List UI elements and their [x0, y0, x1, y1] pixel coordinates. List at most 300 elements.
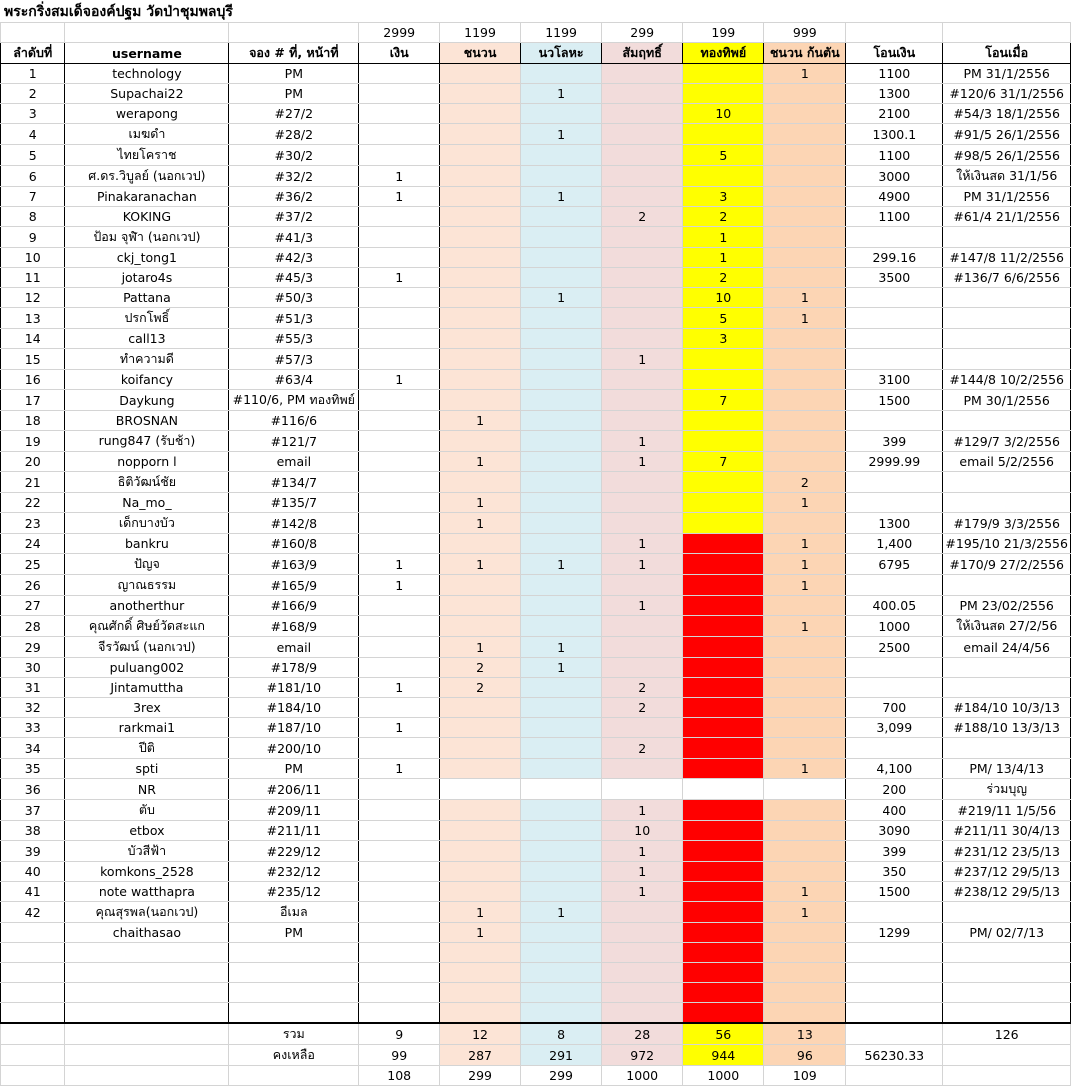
col-transfer-date[interactable]: PM 31/1/2556: [943, 64, 1071, 84]
col-booking[interactable]: #229/12: [229, 841, 359, 862]
col-chanuan[interactable]: [440, 187, 521, 207]
col-chanuan-kontan[interactable]: 1: [764, 882, 846, 902]
col-nawaloha[interactable]: [521, 698, 602, 718]
col-chanuan-kontan[interactable]: [764, 779, 846, 800]
col-cash[interactable]: 1: [359, 187, 440, 207]
col-chanuan[interactable]: 1: [440, 513, 521, 534]
col-booking[interactable]: #200/10: [229, 738, 359, 759]
col-transfer[interactable]: [846, 308, 943, 329]
col-samrit[interactable]: [602, 166, 683, 187]
col-chanuan[interactable]: [440, 308, 521, 329]
col-cash[interactable]: [359, 862, 440, 882]
col-booking[interactable]: email: [229, 637, 359, 658]
col-thongthip[interactable]: 1: [683, 248, 764, 268]
col-booking[interactable]: #45/3: [229, 268, 359, 288]
col-thongthip[interactable]: [683, 943, 764, 963]
col-transfer[interactable]: [846, 678, 943, 698]
col-booking[interactable]: #206/11: [229, 779, 359, 800]
col-transfer-date[interactable]: [943, 983, 1071, 1003]
col-cash[interactable]: 1: [359, 554, 440, 575]
header-col-samrit[interactable]: สัมฤทธิ์: [602, 43, 683, 64]
col-chanuan[interactable]: 1: [440, 452, 521, 472]
blank-cell[interactable]: [65, 1045, 229, 1066]
col-booking[interactable]: #36/2: [229, 187, 359, 207]
col-chanuan[interactable]: [440, 779, 521, 800]
col-nawaloha[interactable]: [521, 779, 602, 800]
col-nawaloha[interactable]: [521, 268, 602, 288]
col-chanuan-kontan[interactable]: 1: [764, 554, 846, 575]
col-cash[interactable]: [359, 800, 440, 821]
col-cash[interactable]: 1: [359, 268, 440, 288]
col-samrit[interactable]: [602, 104, 683, 124]
col-booking[interactable]: #28/2: [229, 124, 359, 145]
col-cash[interactable]: 1: [359, 370, 440, 390]
col-chanuan[interactable]: [440, 166, 521, 187]
col-transfer-date[interactable]: [943, 493, 1071, 513]
col-username[interactable]: ไทยโคราช: [65, 145, 229, 166]
col-transfer-date[interactable]: PM 23/02/2556: [943, 596, 1071, 616]
col-booking[interactable]: PM: [229, 759, 359, 779]
col-chanuan-kontan[interactable]: 1: [764, 308, 846, 329]
col-cash[interactable]: 1: [359, 678, 440, 698]
col-chanuan-kontan[interactable]: [764, 411, 846, 431]
col-thongthip[interactable]: [683, 963, 764, 983]
col-booking[interactable]: #57/3: [229, 349, 359, 370]
col-username[interactable]: Jintamuttha: [65, 678, 229, 698]
col-samrit[interactable]: 1: [602, 882, 683, 902]
col-thongthip[interactable]: [683, 779, 764, 800]
col-cash[interactable]: [359, 452, 440, 472]
col-thongthip[interactable]: [683, 472, 764, 493]
col-nawaloha[interactable]: 1: [521, 637, 602, 658]
col-booking[interactable]: #209/11: [229, 800, 359, 821]
col-chanuan-kontan[interactable]: [764, 596, 846, 616]
col-chanuan[interactable]: [440, 862, 521, 882]
blank-cell[interactable]: [1, 1066, 65, 1086]
col-transfer[interactable]: 2100: [846, 104, 943, 124]
sum-col-samrit[interactable]: 28: [602, 1023, 683, 1045]
col-thongthip[interactable]: [683, 124, 764, 145]
col-samrit[interactable]: 2: [602, 698, 683, 718]
col-index[interactable]: 32: [1, 698, 65, 718]
col-chanuan[interactable]: 1: [440, 923, 521, 943]
col-username[interactable]: เด็กบางบัว: [65, 513, 229, 534]
col-thongthip[interactable]: [683, 862, 764, 882]
col-thongthip[interactable]: [683, 534, 764, 554]
price-cell[interactable]: [229, 23, 359, 43]
header-col-thongthip[interactable]: ทองทิพย์: [683, 43, 764, 64]
col-cash[interactable]: [359, 882, 440, 902]
col-chanuan[interactable]: [440, 227, 521, 248]
col-thongthip[interactable]: [683, 923, 764, 943]
col-samrit[interactable]: 1: [602, 349, 683, 370]
col-index[interactable]: 3: [1, 104, 65, 124]
col-samrit[interactable]: 1: [602, 862, 683, 882]
col-nawaloha[interactable]: 1: [521, 288, 602, 308]
col-transfer-date[interactable]: [943, 1003, 1071, 1024]
col-chanuan-kontan[interactable]: [764, 84, 846, 104]
col-nawaloha[interactable]: 1: [521, 124, 602, 145]
col-booking[interactable]: PM: [229, 923, 359, 943]
col-nawaloha[interactable]: [521, 349, 602, 370]
col-chanuan[interactable]: [440, 963, 521, 983]
header-col-transfer[interactable]: โอนเงิน: [846, 43, 943, 64]
col-cash[interactable]: [359, 513, 440, 534]
col-username[interactable]: Na_mo_: [65, 493, 229, 513]
col-transfer-date[interactable]: [943, 227, 1071, 248]
col-thongthip[interactable]: 5: [683, 308, 764, 329]
col-samrit[interactable]: [602, 779, 683, 800]
col-index[interactable]: 10: [1, 248, 65, 268]
col-username[interactable]: NR: [65, 779, 229, 800]
col-nawaloha[interactable]: [521, 1003, 602, 1024]
col-index[interactable]: 23: [1, 513, 65, 534]
col-username[interactable]: spti: [65, 759, 229, 779]
col-chanuan[interactable]: [440, 207, 521, 227]
col-samrit[interactable]: [602, 902, 683, 923]
col-username[interactable]: ปัญจ: [65, 554, 229, 575]
col-booking[interactable]: #160/8: [229, 534, 359, 554]
col-chanuan[interactable]: [440, 759, 521, 779]
col-chanuan-kontan[interactable]: [764, 104, 846, 124]
col-nawaloha[interactable]: [521, 616, 602, 637]
col-transfer[interactable]: [846, 411, 943, 431]
col-transfer[interactable]: [846, 963, 943, 983]
col-chanuan-kontan[interactable]: [764, 145, 846, 166]
remaining-col-cash[interactable]: 99: [359, 1045, 440, 1066]
col-cash[interactable]: [359, 738, 440, 759]
col-cash[interactable]: [359, 104, 440, 124]
col-transfer[interactable]: 1300.1: [846, 124, 943, 145]
col-chanuan-kontan[interactable]: [764, 124, 846, 145]
sum-label[interactable]: รวม: [229, 1023, 359, 1045]
col-transfer-date[interactable]: [943, 575, 1071, 596]
col-nawaloha[interactable]: [521, 370, 602, 390]
col-transfer-date[interactable]: #54/3 18/1/2556: [943, 104, 1071, 124]
col-samrit[interactable]: 2: [602, 678, 683, 698]
col-booking[interactable]: #187/10: [229, 718, 359, 738]
col-nawaloha[interactable]: [521, 104, 602, 124]
sum-col-chanuan-kontan[interactable]: 13: [764, 1023, 846, 1045]
col-nawaloha[interactable]: [521, 759, 602, 779]
col-index[interactable]: 27: [1, 596, 65, 616]
col-samrit[interactable]: [602, 616, 683, 637]
col-chanuan-kontan[interactable]: [764, 390, 846, 411]
col-transfer-date[interactable]: [943, 349, 1071, 370]
col-index[interactable]: 19: [1, 431, 65, 452]
col-cash[interactable]: [359, 64, 440, 84]
col-booking[interactable]: PM: [229, 84, 359, 104]
col-chanuan-kontan[interactable]: [764, 513, 846, 534]
col-nawaloha[interactable]: [521, 227, 602, 248]
col-index[interactable]: 8: [1, 207, 65, 227]
col-thongthip[interactable]: [683, 411, 764, 431]
col-username[interactable]: คุณศักดิ์ ศิษย์วัดสะแก: [65, 616, 229, 637]
col-chanuan[interactable]: [440, 841, 521, 862]
col-samrit[interactable]: [602, 370, 683, 390]
col-transfer-date[interactable]: [943, 329, 1071, 349]
col-thongthip[interactable]: [683, 616, 764, 637]
col-transfer[interactable]: 4900: [846, 187, 943, 207]
col-index[interactable]: 6: [1, 166, 65, 187]
col-transfer-date[interactable]: [943, 738, 1071, 759]
col-username[interactable]: 3rex: [65, 698, 229, 718]
blank-cell[interactable]: [65, 1066, 229, 1086]
blank-cell[interactable]: [1, 1023, 65, 1045]
col-username[interactable]: ทำความดี: [65, 349, 229, 370]
col-chanuan-kontan[interactable]: 1: [764, 493, 846, 513]
col-transfer[interactable]: 399: [846, 431, 943, 452]
col-index[interactable]: 20: [1, 452, 65, 472]
price-cell[interactable]: [65, 23, 229, 43]
col-chanuan-kontan[interactable]: [764, 268, 846, 288]
col-transfer[interactable]: [846, 493, 943, 513]
col-booking[interactable]: #27/2: [229, 104, 359, 124]
col-index[interactable]: 4: [1, 124, 65, 145]
col-samrit[interactable]: [602, 268, 683, 288]
col-samrit[interactable]: [602, 248, 683, 268]
col-samrit[interactable]: 1: [602, 534, 683, 554]
col-chanuan[interactable]: [440, 596, 521, 616]
col-cash[interactable]: [359, 308, 440, 329]
sum-extra[interactable]: 126: [943, 1023, 1071, 1045]
col-thongthip[interactable]: [683, 64, 764, 84]
col-transfer[interactable]: 200: [846, 779, 943, 800]
blank-cell[interactable]: [943, 1045, 1071, 1066]
col-cash[interactable]: 1: [359, 718, 440, 738]
col-transfer[interactable]: [846, 349, 943, 370]
col-chanuan-kontan[interactable]: [764, 452, 846, 472]
col-username[interactable]: ป้อม จุฬำ (นอกเวป): [65, 227, 229, 248]
col-chanuan-kontan[interactable]: [764, 698, 846, 718]
col-booking[interactable]: #51/3: [229, 308, 359, 329]
col-cash[interactable]: [359, 902, 440, 923]
col-chanuan-kontan[interactable]: [764, 658, 846, 678]
blank-cell[interactable]: [943, 1066, 1071, 1086]
col-index[interactable]: [1, 983, 65, 1003]
stock-col-samrit[interactable]: 1000: [602, 1066, 683, 1086]
col-chanuan-kontan[interactable]: [764, 370, 846, 390]
col-nawaloha[interactable]: [521, 493, 602, 513]
col-chanuan[interactable]: [440, 800, 521, 821]
col-transfer-date[interactable]: #91/5 26/1/2556: [943, 124, 1071, 145]
col-nawaloha[interactable]: [521, 308, 602, 329]
col-samrit[interactable]: [602, 718, 683, 738]
col-chanuan-kontan[interactable]: [764, 983, 846, 1003]
col-chanuan[interactable]: 1: [440, 637, 521, 658]
col-chanuan-kontan[interactable]: 1: [764, 616, 846, 637]
col-chanuan[interactable]: [440, 738, 521, 759]
col-thongthip[interactable]: [683, 554, 764, 575]
col-index[interactable]: 28: [1, 616, 65, 637]
col-chanuan-kontan[interactable]: [764, 943, 846, 963]
col-chanuan[interactable]: [440, 431, 521, 452]
col-chanuan[interactable]: [440, 288, 521, 308]
col-chanuan-kontan[interactable]: [764, 349, 846, 370]
col-transfer[interactable]: 2500: [846, 637, 943, 658]
col-chanuan-kontan[interactable]: [764, 923, 846, 943]
col-chanuan[interactable]: [440, 124, 521, 145]
col-index[interactable]: 11: [1, 268, 65, 288]
col-transfer[interactable]: [846, 902, 943, 923]
col-transfer[interactable]: 350: [846, 862, 943, 882]
col-index[interactable]: 41: [1, 882, 65, 902]
blank-cell[interactable]: [229, 1066, 359, 1086]
col-nawaloha[interactable]: [521, 821, 602, 841]
col-transfer[interactable]: 1299: [846, 923, 943, 943]
col-username[interactable]: call13: [65, 329, 229, 349]
col-chanuan[interactable]: [440, 248, 521, 268]
col-username[interactable]: ตับ: [65, 800, 229, 821]
col-transfer-date[interactable]: #211/11 30/4/13: [943, 821, 1071, 841]
col-username[interactable]: KOKING: [65, 207, 229, 227]
sum-col-nawaloha[interactable]: 8: [521, 1023, 602, 1045]
col-transfer-date[interactable]: #129/7 3/2/2556: [943, 431, 1071, 452]
col-transfer-date[interactable]: #188/10 13/3/13: [943, 718, 1071, 738]
col-nawaloha[interactable]: [521, 207, 602, 227]
col-nawaloha[interactable]: [521, 513, 602, 534]
col-booking[interactable]: #184/10: [229, 698, 359, 718]
col-chanuan[interactable]: 1: [440, 493, 521, 513]
col-transfer-date[interactable]: [943, 308, 1071, 329]
col-nawaloha[interactable]: [521, 738, 602, 759]
col-cash[interactable]: 1: [359, 575, 440, 596]
col-index[interactable]: 29: [1, 637, 65, 658]
col-thongthip[interactable]: 5: [683, 145, 764, 166]
col-thongthip[interactable]: 10: [683, 104, 764, 124]
col-transfer[interactable]: 3090: [846, 821, 943, 841]
col-nawaloha[interactable]: [521, 390, 602, 411]
col-username[interactable]: Supachai22: [65, 84, 229, 104]
stock-col-chanuan[interactable]: 299: [440, 1066, 521, 1086]
price-cell[interactable]: 1199: [521, 23, 602, 43]
price-cell[interactable]: 199: [683, 23, 764, 43]
col-chanuan-kontan[interactable]: [764, 166, 846, 187]
col-username[interactable]: [65, 943, 229, 963]
col-chanuan[interactable]: 1: [440, 902, 521, 923]
col-username[interactable]: ckj_tong1: [65, 248, 229, 268]
col-cash[interactable]: [359, 431, 440, 452]
col-cash[interactable]: [359, 248, 440, 268]
col-cash[interactable]: 1: [359, 759, 440, 779]
col-username[interactable]: Pattana: [65, 288, 229, 308]
col-samrit[interactable]: [602, 637, 683, 658]
col-booking[interactable]: #30/2: [229, 145, 359, 166]
col-username[interactable]: note watthapra: [65, 882, 229, 902]
header-col-nawaloha[interactable]: นวโลหะ: [521, 43, 602, 64]
col-index[interactable]: [1, 923, 65, 943]
col-transfer[interactable]: 1100: [846, 145, 943, 166]
col-chanuan-kontan[interactable]: [764, 431, 846, 452]
col-transfer[interactable]: 3100: [846, 370, 943, 390]
col-booking[interactable]: #32/2: [229, 166, 359, 187]
col-transfer[interactable]: [846, 472, 943, 493]
col-samrit[interactable]: [602, 187, 683, 207]
col-index[interactable]: 33: [1, 718, 65, 738]
col-transfer-date[interactable]: [943, 963, 1071, 983]
col-samrit[interactable]: [602, 923, 683, 943]
col-booking[interactable]: #121/7: [229, 431, 359, 452]
col-transfer-date[interactable]: #219/11 1/5/56: [943, 800, 1071, 821]
col-chanuan[interactable]: [440, 983, 521, 1003]
col-chanuan-kontan[interactable]: 1: [764, 902, 846, 923]
col-booking[interactable]: #55/3: [229, 329, 359, 349]
col-thongthip[interactable]: [683, 166, 764, 187]
col-chanuan[interactable]: [440, 472, 521, 493]
col-cash[interactable]: [359, 84, 440, 104]
col-nawaloha[interactable]: [521, 472, 602, 493]
col-samrit[interactable]: 1: [602, 800, 683, 821]
col-index[interactable]: 26: [1, 575, 65, 596]
col-transfer-date[interactable]: #184/10 10/3/13: [943, 698, 1071, 718]
header-col-transfer-date[interactable]: โอนเมื่อ: [943, 43, 1071, 64]
col-booking[interactable]: #165/9: [229, 575, 359, 596]
col-transfer-date[interactable]: email 5/2/2556: [943, 452, 1071, 472]
col-username[interactable]: puluang002: [65, 658, 229, 678]
col-thongthip[interactable]: [683, 84, 764, 104]
col-transfer[interactable]: [846, 227, 943, 248]
col-chanuan[interactable]: [440, 329, 521, 349]
col-transfer[interactable]: 3,099: [846, 718, 943, 738]
col-transfer[interactable]: 1300: [846, 84, 943, 104]
col-transfer-date[interactable]: #231/12 23/5/13: [943, 841, 1071, 862]
col-booking[interactable]: #142/8: [229, 513, 359, 534]
col-index[interactable]: 7: [1, 187, 65, 207]
col-chanuan[interactable]: [440, 104, 521, 124]
col-cash[interactable]: [359, 963, 440, 983]
col-samrit[interactable]: [602, 288, 683, 308]
col-chanuan-kontan[interactable]: [764, 187, 846, 207]
col-username[interactable]: คุณสุรพล(นอกเวป): [65, 902, 229, 923]
col-index[interactable]: 40: [1, 862, 65, 882]
col-transfer-date[interactable]: ร่วมบุญ: [943, 779, 1071, 800]
col-chanuan-kontan[interactable]: [764, 1003, 846, 1024]
col-transfer-date[interactable]: #61/4 21/1/2556: [943, 207, 1071, 227]
col-cash[interactable]: [359, 983, 440, 1003]
col-cash[interactable]: [359, 923, 440, 943]
col-username[interactable]: ปีติ: [65, 738, 229, 759]
col-transfer[interactable]: 3500: [846, 268, 943, 288]
col-booking[interactable]: #166/9: [229, 596, 359, 616]
col-transfer-date[interactable]: #238/12 29/5/13: [943, 882, 1071, 902]
col-thongthip[interactable]: [683, 349, 764, 370]
col-cash[interactable]: [359, 779, 440, 800]
col-chanuan-kontan[interactable]: [764, 248, 846, 268]
col-index[interactable]: 5: [1, 145, 65, 166]
col-username[interactable]: rung847 (รับช้า): [65, 431, 229, 452]
col-transfer[interactable]: [846, 1003, 943, 1024]
col-cash[interactable]: [359, 411, 440, 431]
col-booking[interactable]: #116/6: [229, 411, 359, 431]
col-cash[interactable]: [359, 145, 440, 166]
stock-col-cash[interactable]: 108: [359, 1066, 440, 1086]
col-index[interactable]: 37: [1, 800, 65, 821]
col-nawaloha[interactable]: [521, 575, 602, 596]
col-transfer[interactable]: 4,100: [846, 759, 943, 779]
col-cash[interactable]: [359, 493, 440, 513]
col-transfer-date[interactable]: #237/12 29/5/13: [943, 862, 1071, 882]
price-cell[interactable]: 999: [764, 23, 846, 43]
col-index[interactable]: 2: [1, 84, 65, 104]
col-chanuan-kontan[interactable]: [764, 862, 846, 882]
col-cash[interactable]: [359, 472, 440, 493]
col-cash[interactable]: [359, 821, 440, 841]
remaining-extra[interactable]: 56230.33: [846, 1045, 943, 1066]
sum-col-chanuan[interactable]: 12: [440, 1023, 521, 1045]
col-transfer[interactable]: 1500: [846, 882, 943, 902]
price-cell[interactable]: 299: [602, 23, 683, 43]
sum-col-cash[interactable]: 9: [359, 1023, 440, 1045]
